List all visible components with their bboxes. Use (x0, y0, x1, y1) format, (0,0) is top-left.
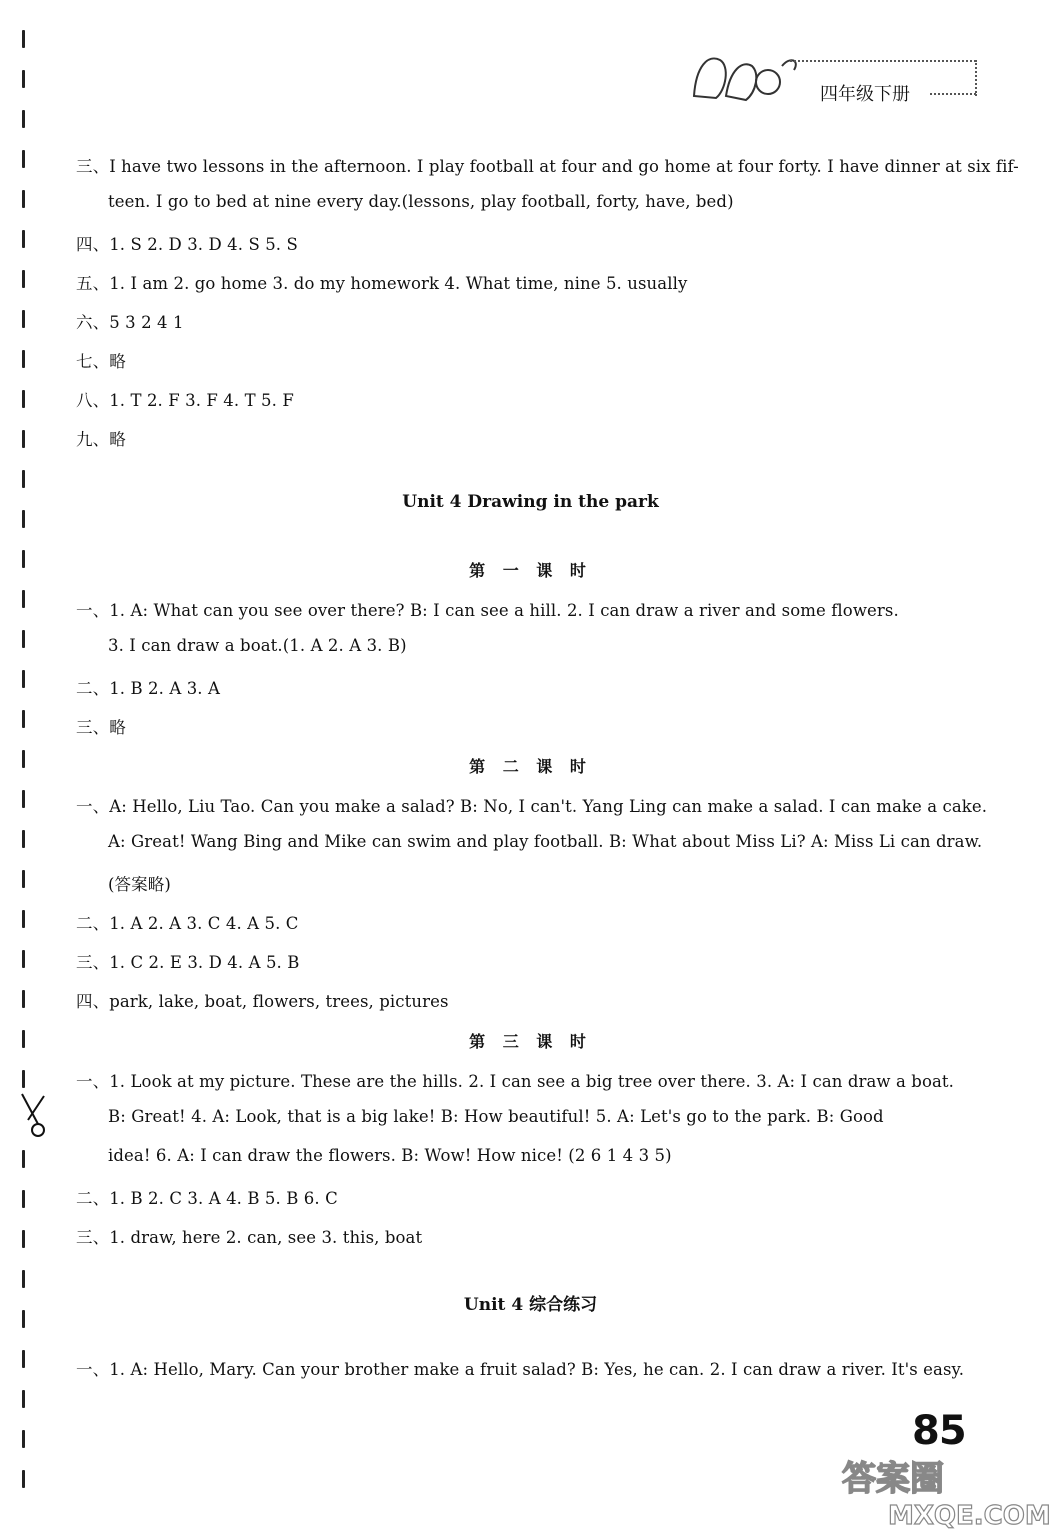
answer-line: 三、1. draw, here 2. can, see 3. this, boat (76, 1228, 423, 1247)
answer-line: 五、1. I am 2. go home 3. do my homework 4. What time, nine 5. usually (76, 274, 688, 293)
page-number: 85 (912, 1408, 966, 1454)
answer-line: B: Great! 4. A: Look, that is a big lake! B: How beautiful! 5. A: Let's go to the park. B: Good (108, 1107, 884, 1126)
answer-line: 七、略 (76, 352, 126, 371)
lesson-heading: 第 一 课 时 (469, 561, 592, 580)
svg-text:答案圈: 答案圈 (842, 1459, 944, 1499)
answer-line: 六、5 3 2 4 1 (76, 313, 184, 332)
answer-line: idea! 6. A: I can draw the flowers. B: Wow! How nice! (2 6 1 4 3 5) (108, 1146, 672, 1165)
answer-line: 一、1. A: What can you see over there? B: I can see a hill. 2. I can draw a river and some flowers. (76, 601, 899, 620)
svg-text:MXQE.COM: MXQE.COM (888, 1501, 1051, 1530)
answer-line: 三、1. C 2. E 3. D 4. A 5. B (76, 953, 300, 972)
answer-line: 一、1. Look at my picture. These are the hills. 2. I can see a big tree over there. 3. A: I can draw a boat. (76, 1072, 954, 1091)
answer-line: 八、1. T 2. F 3. F 4. T 5. F (76, 391, 294, 410)
answer-line: (答案略) (108, 875, 171, 894)
answer-line: 四、park, lake, boat, flowers, trees, pictures (76, 992, 449, 1011)
answer-line: 二、1. A 2. A 3. C 4. A 5. C (76, 914, 299, 933)
answer-line: 二、1. B 2. C 3. A 4. B 5. B 6. C (76, 1189, 338, 1208)
answer-line: 四、1. S 2. D 3. D 4. S 5. S (76, 235, 298, 254)
answer-line: 三、略 (76, 718, 126, 737)
answer-line: 一、1. A: Hello, Mary. Can your brother make a fruit salad? B: Yes, he can. 2. I can draw a river. It's easy. (76, 1360, 965, 1379)
answer-line: 二、1. B 2. A 3. A (76, 679, 221, 698)
unit-heading: Unit 4 Drawing in the park (402, 492, 659, 512)
lesson-heading: 第 二 课 时 (469, 757, 592, 776)
lesson-heading: 第 三 课 时 (469, 1032, 592, 1051)
answer-line: teen. I go to bed at nine every day.(lessons, play football, forty, have, bed) (108, 192, 734, 211)
header-title: 四年级下册 (820, 84, 910, 105)
answer-line: 三、I have two lessons in the afternoon. I play football at four and go home at four forty. I have dinner at six fif- (76, 157, 1019, 176)
answer-line: 3. I can draw a boat.(1. A 2. A 3. B) (108, 636, 407, 655)
watermark-logo (838, 1450, 1053, 1530)
unit-heading: Unit 4 综合练习 (463, 1295, 598, 1315)
answer-line: 九、略 (76, 430, 126, 449)
answer-line: 一、A: Hello, Liu Tao. Can you make a salad? B: No, I can't. Yang Ling can make a salad. I can make a cake. (76, 797, 988, 816)
answer-line: A: Great! Wang Bing and Mike can swim and play football. B: What about Miss Li? A: Miss Li can draw. (108, 832, 983, 851)
